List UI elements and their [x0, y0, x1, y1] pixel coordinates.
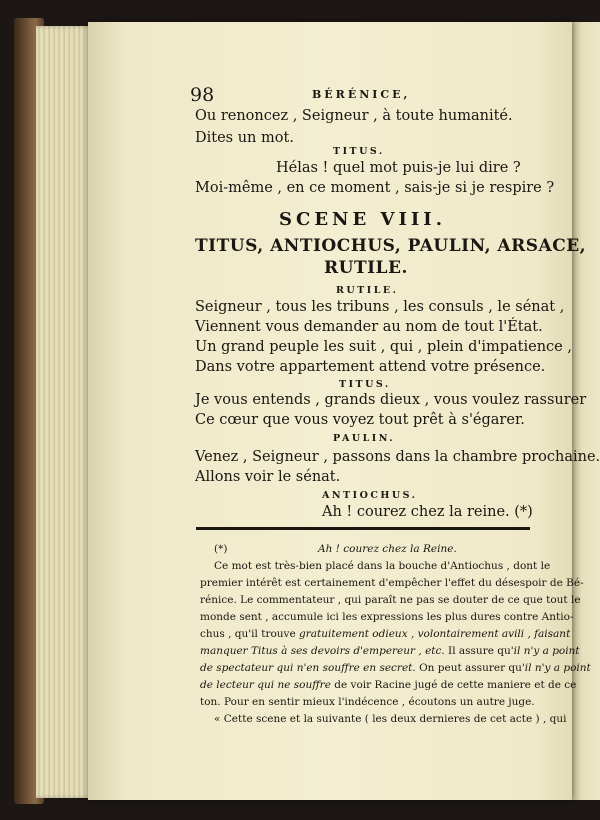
- footnote-line: « Cette scene et la suivante ( les deux dernieres de cet acte ) , qui: [214, 713, 567, 725]
- footnote-line: monde sent , accumule ici les expressions les plus dures contre Antio-: [200, 611, 574, 623]
- cast-list: RUTILE.: [324, 258, 408, 278]
- verse-line: Un grand peuple les suit , qui , plein d'impatience ,: [195, 339, 572, 355]
- footnote-line: rénice. Le commentateur , qui paraît ne pas se douter de ce que tout le: [200, 594, 581, 606]
- footnote-line: [200, 662, 591, 674]
- footnote-heading: [318, 543, 457, 555]
- verse-line: Hélas ! quel mot puis-je lui dire ?: [276, 160, 521, 176]
- running-title: BÉRÉNICE,: [312, 88, 411, 101]
- page-edges: [36, 26, 96, 798]
- verse-line: Ou renoncez , Seigneur , à toute humanité.: [195, 108, 513, 124]
- footnote-quote: de spectateur qui n'en souffre en secret.: [200, 662, 416, 674]
- verse-line: Seigneur , tous les tribuns , les consuls , le sénat ,: [195, 299, 565, 315]
- verse-line: Venez , Seigneur , passons dans la chambre prochaine.: [195, 449, 600, 465]
- footnote-text: Il assure qu': [444, 645, 514, 657]
- speaker-label: TITUS.: [333, 146, 385, 157]
- footnote-marker: (*): [214, 543, 228, 555]
- footnote-text: de voir Racine jugé de cette maniere et de ce: [330, 679, 577, 691]
- footnote-heading-text: Ah ! courez chez la Reine.: [318, 543, 457, 555]
- footnote-quote: il n'y a point: [513, 645, 580, 657]
- page-header: [190, 84, 530, 108]
- footnote-line: [200, 628, 570, 640]
- footnote-line: premier intérêt est certainement d'empêcher l'effet du désespoir de Bé-: [200, 577, 584, 589]
- verse-line: Moi-même , en ce moment , sais-je si je respire ?: [195, 180, 555, 196]
- speaker-label: RUTILE.: [336, 285, 399, 296]
- footnote-text: chus , qu'il trouve: [200, 628, 300, 640]
- verse-line: Ce cœur que vous voyez tout prêt à s'égarer.: [195, 412, 525, 428]
- scene-title: SCENE VIII.: [279, 209, 446, 230]
- verse-line: Dans votre appartement attend votre présence.: [195, 359, 546, 375]
- footnote-line: ton. Pour en sentir mieux l'indécence , écoutons un autre juge.: [200, 696, 535, 708]
- verse-line: Dites un mot.: [195, 130, 294, 146]
- footnote-line: [200, 645, 580, 657]
- cast-list: TITUS, ANTIOCHUS, PAULIN, ARSACE,: [195, 236, 587, 256]
- footnote-line: [200, 679, 576, 691]
- verse-line: Ah ! courez chez la reine. (*): [322, 504, 533, 520]
- footnote-rule: [196, 527, 530, 530]
- footnote-quote: manquer Titus à ses devoirs d'empereur , etc.: [200, 645, 445, 657]
- page-number: 98: [190, 84, 215, 106]
- footnote-quote: il n'y a point: [524, 662, 591, 674]
- verse-line: Je vous entends , grands dieux , vous voulez rassurer: [195, 392, 587, 408]
- footnote-quote: gratuitement odieux , volontairement avili , faisant: [299, 628, 571, 640]
- speaker-label: ANTIOCHUS.: [322, 490, 418, 501]
- speaker-label: TITUS.: [339, 379, 391, 390]
- verse-line: Allons voir le sénat.: [195, 469, 341, 485]
- footnote-line: Ce mot est très-bien placé dans la bouche d'Antiochus , dont le: [214, 560, 551, 572]
- footnote-text: On peut assurer qu': [415, 662, 525, 674]
- speaker-label: PAULIN.: [333, 433, 396, 444]
- footnote-quote: de lecteur qui ne souffre: [200, 679, 331, 691]
- verse-line: Viennent vous demander au nom de tout l'État.: [195, 319, 543, 335]
